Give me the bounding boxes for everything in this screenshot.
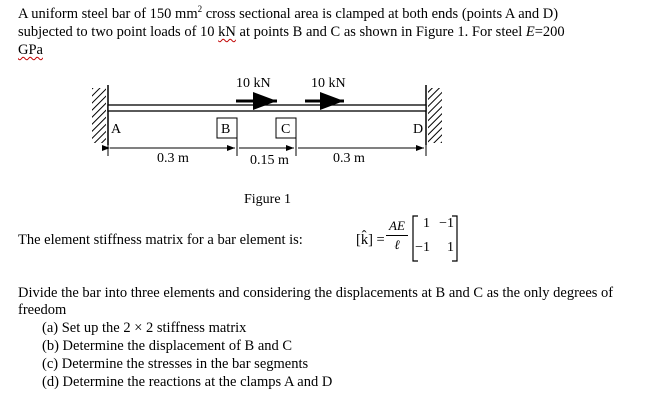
problem-line-1	[18, 6, 558, 23]
task-description: Divide the bar into three elements and considering the displacements at B and C as the only degrees of freedom	[18, 285, 614, 318]
problem-line-1-end: cross sectional area is clamped at both ends (points A and D)	[202, 6, 559, 22]
problem-line-2-mid: at points B and C as shown in Figure 1. For steel	[235, 24, 526, 40]
youngs-modulus-symbol: E	[525, 24, 535, 40]
gpa-unit: GPa	[18, 42, 43, 58]
dim-ab-label: 0.3 m	[157, 151, 189, 166]
area-unit-exponent: 2	[197, 4, 203, 14]
kn-unit: kN	[218, 24, 236, 40]
load-b-label: 10 kN	[236, 76, 271, 91]
right-clamp-hatch	[428, 88, 442, 143]
problem-line-3	[18, 42, 43, 59]
steel-bar	[108, 105, 426, 111]
problem-line-2	[18, 24, 565, 41]
fraction-denominator: ℓ	[394, 237, 400, 252]
load-c-label: 10 kN	[311, 76, 346, 91]
dim-cd-label: 0.3 m	[333, 151, 365, 166]
left-clamp-hatch	[92, 88, 106, 143]
fraction-numerator: AE	[389, 218, 405, 233]
stiffness-lhs: [k̂] =	[356, 232, 385, 248]
fraction-bar	[386, 235, 408, 236]
task-item-b: (b) Determine the displacement of B and C	[42, 338, 293, 354]
point-a-label: A	[111, 122, 122, 137]
stiffness-intro: The element stiffness matrix for a bar element is:	[18, 232, 303, 248]
task-item-a: (a) Set up the 2 × 2 stiffness matrix	[42, 320, 247, 336]
stiffness-fraction	[386, 218, 408, 253]
problem-line-1-start: A uniform steel bar of 150 mm	[18, 6, 198, 22]
matrix-entry-12: −1	[439, 216, 454, 231]
point-b-label: B	[221, 122, 231, 137]
figure-bar-diagram	[0, 60, 664, 240]
point-c-label: C	[281, 122, 291, 137]
dim-bc-label: 0.15 m	[250, 153, 289, 168]
matrix-entry-11: 1	[423, 216, 430, 231]
youngs-modulus-value: =200	[534, 24, 565, 40]
matrix-entry-22: 1	[447, 240, 454, 255]
task-item-d: (d) Determine the reactions at the clamps A and D	[42, 374, 333, 390]
problem-line-2-start: subjected to two point loads of 10	[18, 24, 219, 40]
matrix-entry-21: −1	[415, 240, 430, 255]
task-item-c: (c) Determine the stresses in the bar segments	[42, 356, 309, 372]
figure-caption: Figure 1	[244, 192, 292, 207]
point-d-label: D	[413, 122, 424, 137]
